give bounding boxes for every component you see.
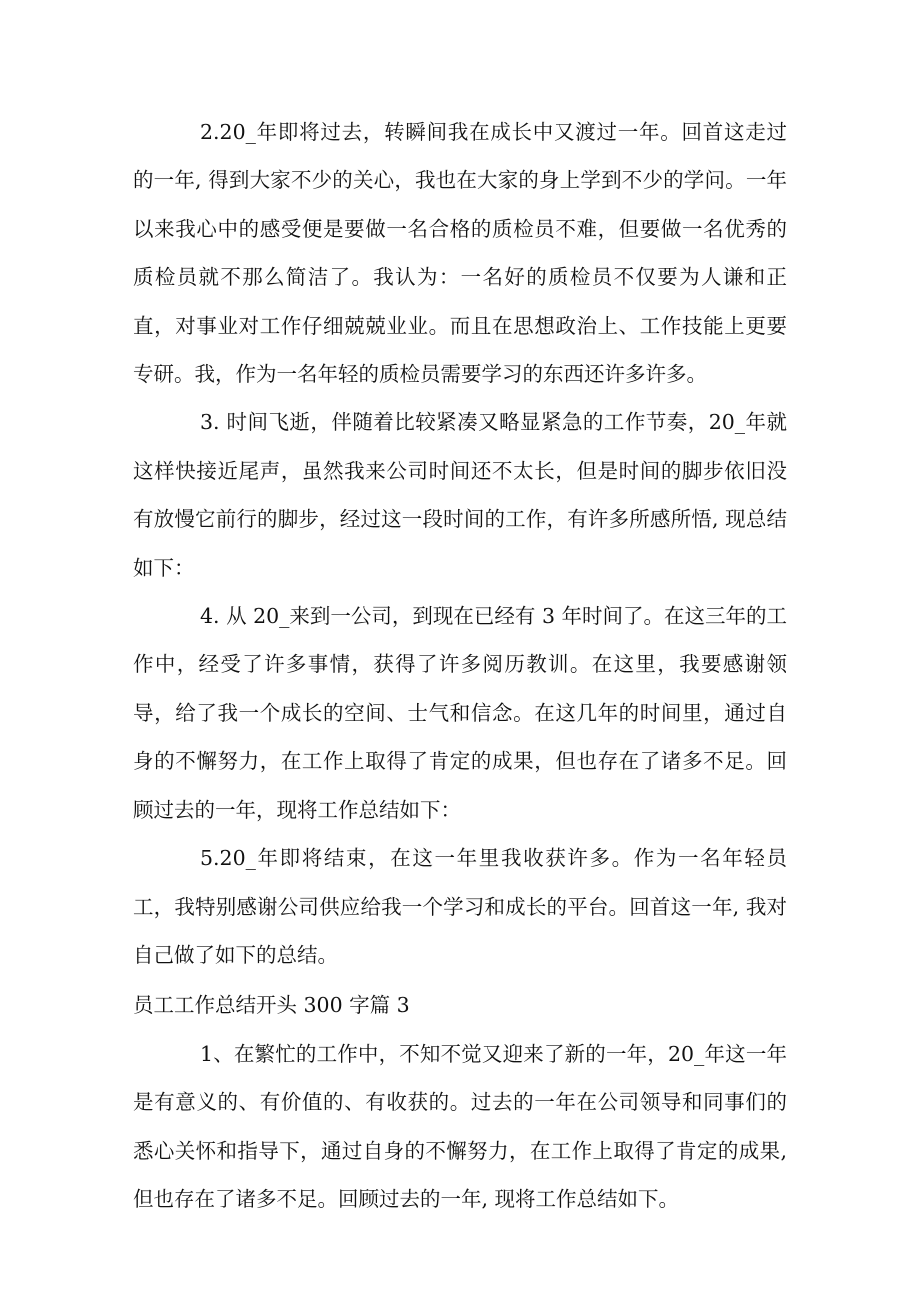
paragraph-3: 3. 时间飞逝，伴随着比较紧凑又略显紧急的工作节奏，20_年就这样快接近尾声，虽然我来公司时间还不太长，但是时间的脚步依旧没有放慢它前行的脚步，经过这一段时间的工作，有许多所感所悟, 现总结如下： [133,410,787,580]
section-heading: 员工工作总结开头 300 字篇 3 [133,993,410,1018]
paragraph-4: 4. 从 20_来到一公司，到现在已经有 3 年时间了。在这三年的工作中，经受了许多事情，获得了许多阅历教训。在这里，我要感谢领导，给了我一个成长的空间、士气和信念。在这几年的时间里，通过自身的不懈努力，在工作上取得了肯定的成果，但也存在了诸多不足。回顾过去的一年，现将工作总结如下： [133,604,788,822]
paragraph-2: 2.20_年即将过去，转瞬间我在成长中又渡过一年。回首这走过的一年, 得到大家不少的关心，我也在大家的身上学到不少的学问。一年以来我心中的感受便是要做一名合格的质检员不难，但要做一名优秀的质检员就不那么简洁了。我认为：一名好的质检员不仅要为人谦和正直，对事业对工作仔细兢兢业业。而且在思想政治上、工作技能上更要专研。我，作为一名年轻的质检员需要学习的东西还许多许多。 [133,120,787,387]
document-body [133,108,787,1223]
paragraph-section3-1: 1、在繁忙的工作中，不知不觉又迎来了新的一年，20_年这一年是有意义的、有价值的、有收获的。过去的一年在公司领导和同事们的悉心关怀和指导下，通过自身的不懈努力，在工作上取得了肯定的成果, 但也存在了诸多不足。回顾过去的一年, 现将工作总结如下。 [133,1041,787,1211]
paragraph-5: 5.20_年即将结束，在这一年里我收获许多。作为一名年轻员工，我特别感谢公司供应给我一个学习和成长的平台。回首这一年, 我对自己做了如下的总结。 [133,846,787,967]
